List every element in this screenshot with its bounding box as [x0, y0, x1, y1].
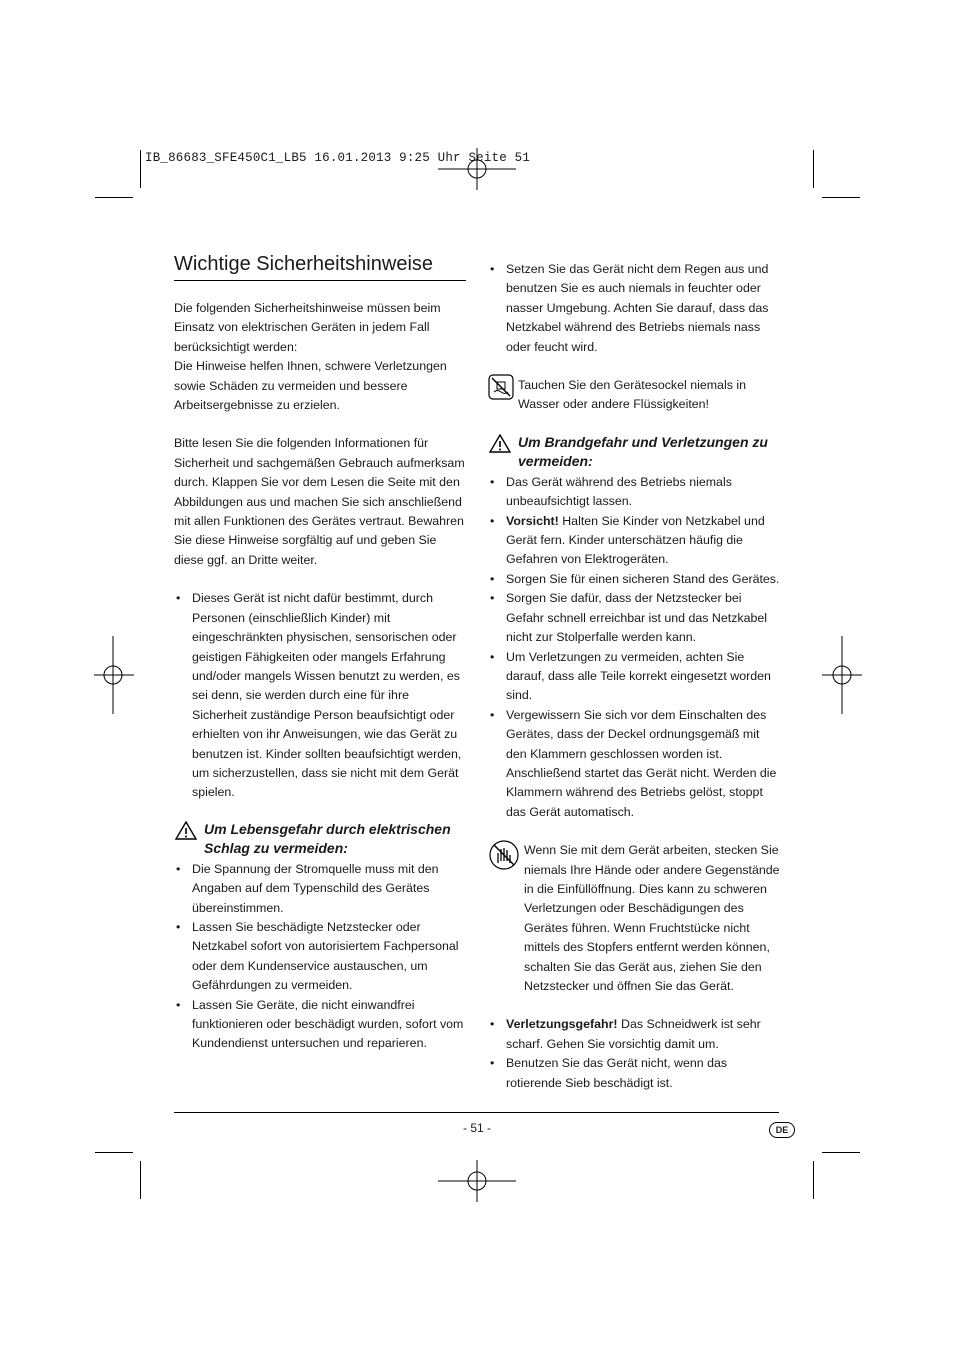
crop-mark-br-v [813, 1161, 814, 1199]
page-number: - 51 - [462, 1121, 491, 1135]
registration-mark-bottom [438, 1160, 516, 1202]
water-note [488, 376, 780, 415]
list-item: • Vergewissern Sie sich vor dem Einschalten des Gerätes, dass der Deckel ordnungsgemäß mit den Klammern geschlossen worden ist. Anschließend startet das Gerät nicht. Werden die Klammern während des Betriebs gelöst, stoppt das Gerät automatisch. [488, 706, 780, 822]
list-item [488, 512, 780, 570]
crop-mark-br-h [822, 1152, 860, 1153]
crop-mark-tr-h [822, 197, 860, 198]
crop-mark-tl-v [140, 150, 141, 188]
list-item [488, 1015, 780, 1054]
intro-paragraph-2: Die Hinweise helfen Ihnen, schwere Verletzungen sowie Schäden zu vermeiden und bessere Arbeitsergebnisse zu erzielen. [174, 359, 447, 413]
injury-text: Das Schneidwerk ist sehr scharf. Gehen Sie vorsichtig damit um. [506, 1017, 761, 1051]
intro-paragraph-3: Bitte lesen Sie die folgenden Informationen für Sicherheit und sachgemäßen Gebrauch aufmerksam durch. Klappen Sie vor dem Lesen die Seite mit den Abbildungen aus und machen Sie sich anschließend mit allen Funktionen des Gerätes vertraut. Bewahren Sie diese Hinweise sorgfältig auf und geben Sie diese ggf. an Dritte weiter. [174, 436, 465, 567]
list-item: • Sorgen Sie dafür, dass der Netzstecker bei Gefahr schnell erreichbar ist und das Netzkabel nicht zur Stolperfalle werden kann. [488, 589, 780, 647]
right-column [488, 260, 780, 1093]
list-item: • Lassen Sie Geräte, die nicht einwandfrei funktionieren oder beschädigt wurden, sofort vom Kundendienst untersuchen und reparieren. [174, 996, 466, 1054]
no-hands-icon [488, 839, 520, 871]
registration-mark-left [94, 636, 134, 714]
print-slug: IB_86683_SFE450C1_LB5 16.01.2013 9:25 Uhr Seite 51 [145, 151, 531, 165]
list-item-rain: • Setzen Sie das Gerät nicht dem Regen aus und benutzen Sie es auch niemals in feuchter oder nasser Umgebung. Achten Sie darauf, dass das Netzkabel während des Betriebs niemals nass oder feucht wird. [488, 260, 780, 357]
list-item: • Das Gerät während des Betriebs niemals unbeaufsichtigt lassen. [488, 473, 780, 512]
footer-rule [174, 1112, 779, 1113]
crop-mark-tl-h [95, 197, 133, 198]
warning-heading-fire-text: Um Brandgefahr und Verletzungen zu vermeiden: [518, 433, 768, 469]
page-title: Wichtige Sicherheitshinweise [174, 253, 466, 281]
water-note-text: Tauchen Sie den Gerätesockel niemals in Wasser oder andere Flüssigkeiten! [518, 378, 746, 412]
caution-label: Vorsicht! [506, 513, 559, 528]
list-item: • Sorgen Sie für einen sicheren Stand des Gerätes. [488, 570, 780, 589]
injury-label: Verletzungsgefahr! [506, 1017, 618, 1032]
warning-heading-electric [174, 820, 466, 858]
list-item: • Lassen Sie beschädigte Netzstecker oder Netzkabel sofort von autorisiertem Fachpersonal oder dem Kundenservice austauschen, um Gefährdungen zu vermeiden. [174, 918, 466, 996]
warning-heading-fire [488, 433, 780, 471]
intro-paragraph-1: Die folgenden Sicherheitshinweise müssen beim Einsatz von elektrischen Geräten in jedem Fall berücksichtigt werden: [174, 301, 441, 354]
warning-heading-electric-text: Um Lebensgefahr durch elektrischen Schlag zu vermeiden: [204, 820, 451, 856]
crop-mark-bl-h [95, 1152, 133, 1153]
crop-mark-tr-v [813, 150, 814, 188]
language-badge: DE [769, 1122, 795, 1138]
list-item: • Die Spannung der Stromquelle muss mit den Angaben auf dem Typenschild des Gerätes übereinstimmen. [174, 860, 466, 918]
hand-note [488, 841, 780, 996]
registration-mark-right [822, 636, 862, 714]
list-item: • Um Verletzungen zu vermeiden, achten Sie darauf, dass alle Teile korrekt eingesetzt worden sind. [488, 648, 780, 706]
warning-triangle-icon [175, 821, 197, 840]
list-item: • Benutzen Sie das Gerät nicht, wenn das rotierende Sieb beschädigt ist. [488, 1054, 780, 1093]
list-item-children: • Dieses Gerät ist nicht dafür bestimmt, durch Personen (einschließlich Kinder) mit eingeschränkten physischen, sensorischen oder geistigen Fähigkeiten oder mangels Erfahrung und/oder mangels Wissen benutzt zu werden, es sei denn, sie werden durch eine für ihre Sicherheit zuständige Person beaufsichtigt oder erhielten von ihr Anweisungen, wie das Gerät zu benutzen ist. Kinder sollten beaufsichtigt werden, um sicherzustellen, dass sie nicht mit dem Gerät spielen. [174, 589, 466, 802]
hand-note-text: Wenn Sie mit dem Gerät arbeiten, stecken Sie niemals Ihre Hände oder andere Gegenstände in die Einfüllöffnung. Dies kann zu schweren Verletzungen oder Beschädigungen des Gerätes führen. Wenn Fruchtstücke nicht mittels des Stopfers entfernt werden können, schalten Sie das Gerät aus, ziehen Sie den Netzstecker und öffnen Sie das Gerät. [524, 843, 780, 993]
warning-triangle-icon [489, 434, 511, 453]
caution-text: Halten Sie Kinder von Netzkabel und Gerät fern. Kinder unterschätzen häufig die Gefahren von Elektrogeräten. [506, 513, 765, 567]
left-column [174, 299, 466, 1054]
crop-mark-bl-v [140, 1161, 141, 1199]
no-water-immersion-icon [488, 374, 514, 400]
